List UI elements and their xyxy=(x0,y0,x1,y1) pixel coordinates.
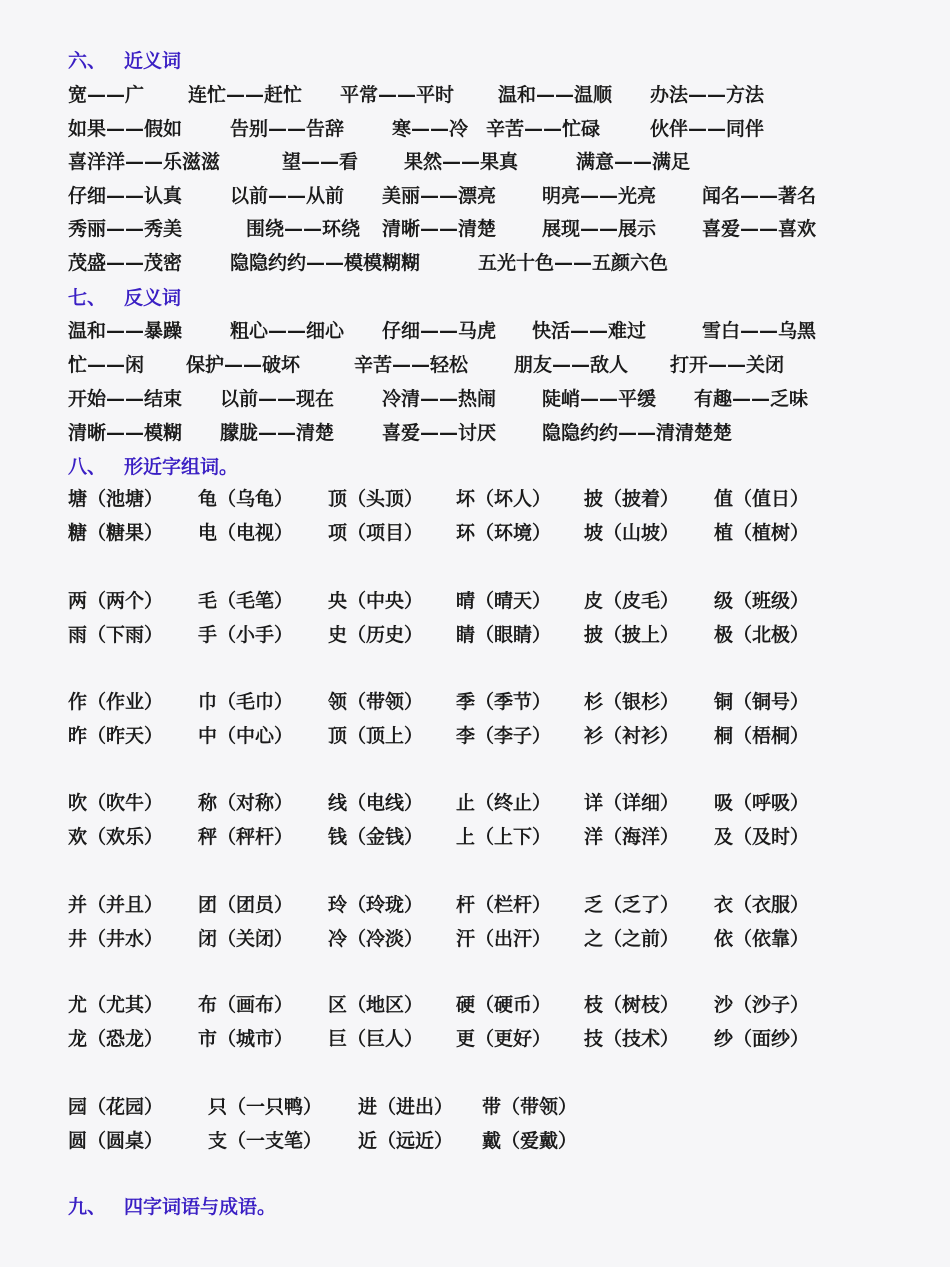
char-word: 戴（爱戴） xyxy=(482,1130,578,1152)
char-word: 依（依靠） xyxy=(714,928,810,950)
antonym-row xyxy=(68,350,928,380)
antonym-row xyxy=(68,316,928,346)
word-pair: 宽——广 xyxy=(68,84,145,106)
char-word: 枝（树枝） xyxy=(584,994,680,1016)
word-pair: 快活——难过 xyxy=(532,320,647,342)
char-row xyxy=(68,990,928,1020)
char-word: 上（上下） xyxy=(456,826,552,848)
section-number: 八、 xyxy=(68,456,107,478)
char-word: 汗（出汗） xyxy=(456,928,552,950)
char-word: 领（带领） xyxy=(328,691,424,713)
char-word: 龟（乌龟） xyxy=(198,488,294,510)
word-pair: 辛苦——轻松 xyxy=(354,354,469,376)
section-title: 四字词语与成语。 xyxy=(124,1196,277,1218)
word-pair: 冷清——热闹 xyxy=(382,388,497,410)
word-pair: 仔细——认真 xyxy=(68,185,183,207)
char-word: 杉（银杉） xyxy=(584,691,680,713)
section-title: 反义词 xyxy=(124,287,182,309)
char-word: 披（披着） xyxy=(584,488,680,510)
word-pair: 清晰——模糊 xyxy=(68,422,183,444)
word-pair: 满意——满足 xyxy=(576,151,691,173)
char-word: 进（进出） xyxy=(358,1096,454,1118)
word-pair: 明亮——光亮 xyxy=(542,185,657,207)
section-heading-synonyms xyxy=(68,46,181,73)
char-word: 称（对称） xyxy=(198,792,294,814)
word-pair: 有趣——乏味 xyxy=(694,388,809,410)
char-word: 作（作业） xyxy=(68,691,164,713)
char-word: 级（班级） xyxy=(714,590,810,612)
char-word: 乏（乏了） xyxy=(584,894,680,916)
char-row xyxy=(68,1024,928,1054)
char-word: 季（季节） xyxy=(456,691,552,713)
char-word: 植（植树） xyxy=(714,522,810,544)
char-row xyxy=(68,924,928,954)
word-pair: 告别——告辞 xyxy=(230,118,345,140)
char-word: 吸（呼吸） xyxy=(714,792,810,814)
char-word: 衣（衣服） xyxy=(714,894,810,916)
word-pair: 粗心——细心 xyxy=(230,320,345,342)
word-pair: 清晰——清楚 xyxy=(382,218,497,240)
char-word: 手（小手） xyxy=(198,624,294,646)
char-word: 巾（毛巾） xyxy=(198,691,294,713)
word-pair: 以前——现在 xyxy=(220,388,335,410)
word-pair: 开始——结束 xyxy=(68,388,183,410)
char-row xyxy=(68,484,928,514)
section-number: 九、 xyxy=(68,1196,107,1218)
char-word: 洋（海洋） xyxy=(584,826,680,848)
section-heading-antonyms xyxy=(68,283,181,310)
char-word: 并（并且） xyxy=(68,894,164,916)
char-word: 止（终止） xyxy=(456,792,552,814)
char-row xyxy=(68,890,928,920)
synonym-row xyxy=(68,80,928,110)
antonym-row xyxy=(68,384,928,414)
char-word: 央（中央） xyxy=(328,590,424,612)
word-pair: 温和——温顺 xyxy=(498,84,613,106)
char-word: 巨（巨人） xyxy=(328,1028,424,1050)
word-pair: 朦胧——清楚 xyxy=(220,422,335,444)
char-word: 园（花园） xyxy=(68,1096,164,1118)
section-heading-similar-chars xyxy=(68,452,238,479)
word-pair: 如果——假如 xyxy=(68,118,183,140)
char-word: 团（团员） xyxy=(198,894,294,916)
char-row xyxy=(68,586,928,616)
char-word: 玲（玲珑） xyxy=(328,894,424,916)
char-word: 极（北极） xyxy=(714,624,810,646)
char-word: 冷（冷淡） xyxy=(328,928,424,950)
char-word: 市（城市） xyxy=(198,1028,294,1050)
char-word: 圆（圆桌） xyxy=(68,1130,164,1152)
char-word: 龙（恐龙） xyxy=(68,1028,164,1050)
char-word: 衫（衬衫） xyxy=(584,725,680,747)
word-pair: 五光十色——五颜六色 xyxy=(478,252,669,274)
char-word: 布（画布） xyxy=(198,994,294,1016)
word-pair: 隐隐约约——清清楚楚 xyxy=(542,422,733,444)
char-word: 昨（昨天） xyxy=(68,725,164,747)
word-pair: 茂盛——茂密 xyxy=(68,252,183,274)
synonym-row xyxy=(68,181,928,211)
char-word: 铜（铜号） xyxy=(714,691,810,713)
char-row xyxy=(68,620,928,650)
word-pair: 秀丽——秀美 xyxy=(68,218,183,240)
word-pair: 围绕——环绕 xyxy=(246,218,361,240)
section-heading-idioms xyxy=(68,1192,276,1219)
word-pair: 温和——暴躁 xyxy=(68,320,183,342)
char-word: 尤（尤其） xyxy=(68,994,164,1016)
char-word: 近（远近） xyxy=(358,1130,454,1152)
antonym-row xyxy=(68,418,928,448)
char-word: 毛（毛笔） xyxy=(198,590,294,612)
section-title: 近义词 xyxy=(124,50,182,72)
char-word: 硬（硬币） xyxy=(456,994,552,1016)
word-pair: 展现——展示 xyxy=(542,218,657,240)
word-pair: 喜洋洋——乐滋滋 xyxy=(68,151,221,173)
char-word: 两（两个） xyxy=(68,590,164,612)
char-word: 详（详细） xyxy=(584,792,680,814)
char-row xyxy=(68,1092,928,1122)
word-pair: 辛苦——忙碌 xyxy=(486,118,601,140)
word-pair: 连忙——赶忙 xyxy=(188,84,303,106)
word-pair: 伙伴——同伴 xyxy=(650,118,765,140)
char-word: 顶（顶上） xyxy=(328,725,424,747)
word-pair: 隐隐约约——模模糊糊 xyxy=(230,252,421,274)
char-word: 钱（金钱） xyxy=(328,826,424,848)
char-word: 欢（欢乐） xyxy=(68,826,164,848)
char-word: 线（电线） xyxy=(328,792,424,814)
char-row xyxy=(68,1126,928,1156)
char-word: 只（一只鸭） xyxy=(208,1096,323,1118)
char-word: 晴（晴天） xyxy=(456,590,552,612)
word-pair: 忙——闲 xyxy=(68,354,145,376)
char-word: 糖（糖果） xyxy=(68,522,164,544)
char-word: 环（环境） xyxy=(456,522,552,544)
synonym-row xyxy=(68,114,928,144)
char-word: 雨（下雨） xyxy=(68,624,164,646)
char-row xyxy=(68,518,928,548)
word-pair: 朋友——敌人 xyxy=(514,354,629,376)
char-word: 吹（吹牛） xyxy=(68,792,164,814)
word-pair: 仔细——马虎 xyxy=(382,320,497,342)
word-pair: 喜爱——喜欢 xyxy=(702,218,817,240)
word-pair: 喜爱——讨厌 xyxy=(382,422,497,444)
char-word: 之（之前） xyxy=(584,928,680,950)
word-pair: 望——看 xyxy=(282,151,359,173)
char-row xyxy=(68,721,928,751)
char-word: 中（中心） xyxy=(198,725,294,747)
char-word: 纱（面纱） xyxy=(714,1028,810,1050)
char-word: 塘（池塘） xyxy=(68,488,164,510)
char-word: 区（地区） xyxy=(328,994,424,1016)
char-word: 更（更好） xyxy=(456,1028,552,1050)
char-word: 史（历史） xyxy=(328,624,424,646)
synonym-row xyxy=(68,147,928,177)
word-pair: 以前——从前 xyxy=(230,185,345,207)
char-word: 电（电视） xyxy=(198,522,294,544)
char-word: 杆（栏杆） xyxy=(456,894,552,916)
char-row xyxy=(68,822,928,852)
char-word: 睛（眼睛） xyxy=(456,624,552,646)
char-word: 技（技术） xyxy=(584,1028,680,1050)
section-number: 六、 xyxy=(68,50,107,72)
synonym-row xyxy=(68,248,928,278)
word-pair: 美丽——漂亮 xyxy=(382,185,497,207)
section-title: 形近字组词。 xyxy=(124,456,239,478)
section-number: 七、 xyxy=(68,287,107,309)
char-word: 李（李子） xyxy=(456,725,552,747)
word-pair: 平常——平时 xyxy=(340,84,455,106)
word-pair: 闻名——著名 xyxy=(702,185,817,207)
char-word: 坏（坏人） xyxy=(456,488,552,510)
char-word: 披（披上） xyxy=(584,624,680,646)
char-word: 沙（沙子） xyxy=(714,994,810,1016)
char-row xyxy=(68,788,928,818)
char-word: 井（井水） xyxy=(68,928,164,950)
char-word: 及（及时） xyxy=(714,826,810,848)
word-pair: 果然——果真 xyxy=(404,151,519,173)
synonym-row xyxy=(68,214,928,244)
char-word: 皮（皮毛） xyxy=(584,590,680,612)
char-word: 值（值日） xyxy=(714,488,810,510)
char-row xyxy=(68,687,928,717)
char-word: 坡（山坡） xyxy=(584,522,680,544)
word-pair: 陡峭——平缓 xyxy=(542,388,657,410)
word-pair: 保护——破坏 xyxy=(186,354,301,376)
char-word: 闭（关闭） xyxy=(198,928,294,950)
word-pair: 打开——关闭 xyxy=(670,354,785,376)
word-pair: 办法——方法 xyxy=(650,84,765,106)
char-word: 顶（头顶） xyxy=(328,488,424,510)
char-word: 带（带领） xyxy=(482,1096,578,1118)
char-word: 桐（梧桐） xyxy=(714,725,810,747)
word-pair: 雪白——乌黑 xyxy=(702,320,817,342)
char-word: 秤（秤杆） xyxy=(198,826,294,848)
word-pair: 寒——冷 xyxy=(392,118,469,140)
char-word: 支（一支笔） xyxy=(208,1130,323,1152)
char-word: 项（项目） xyxy=(328,522,424,544)
